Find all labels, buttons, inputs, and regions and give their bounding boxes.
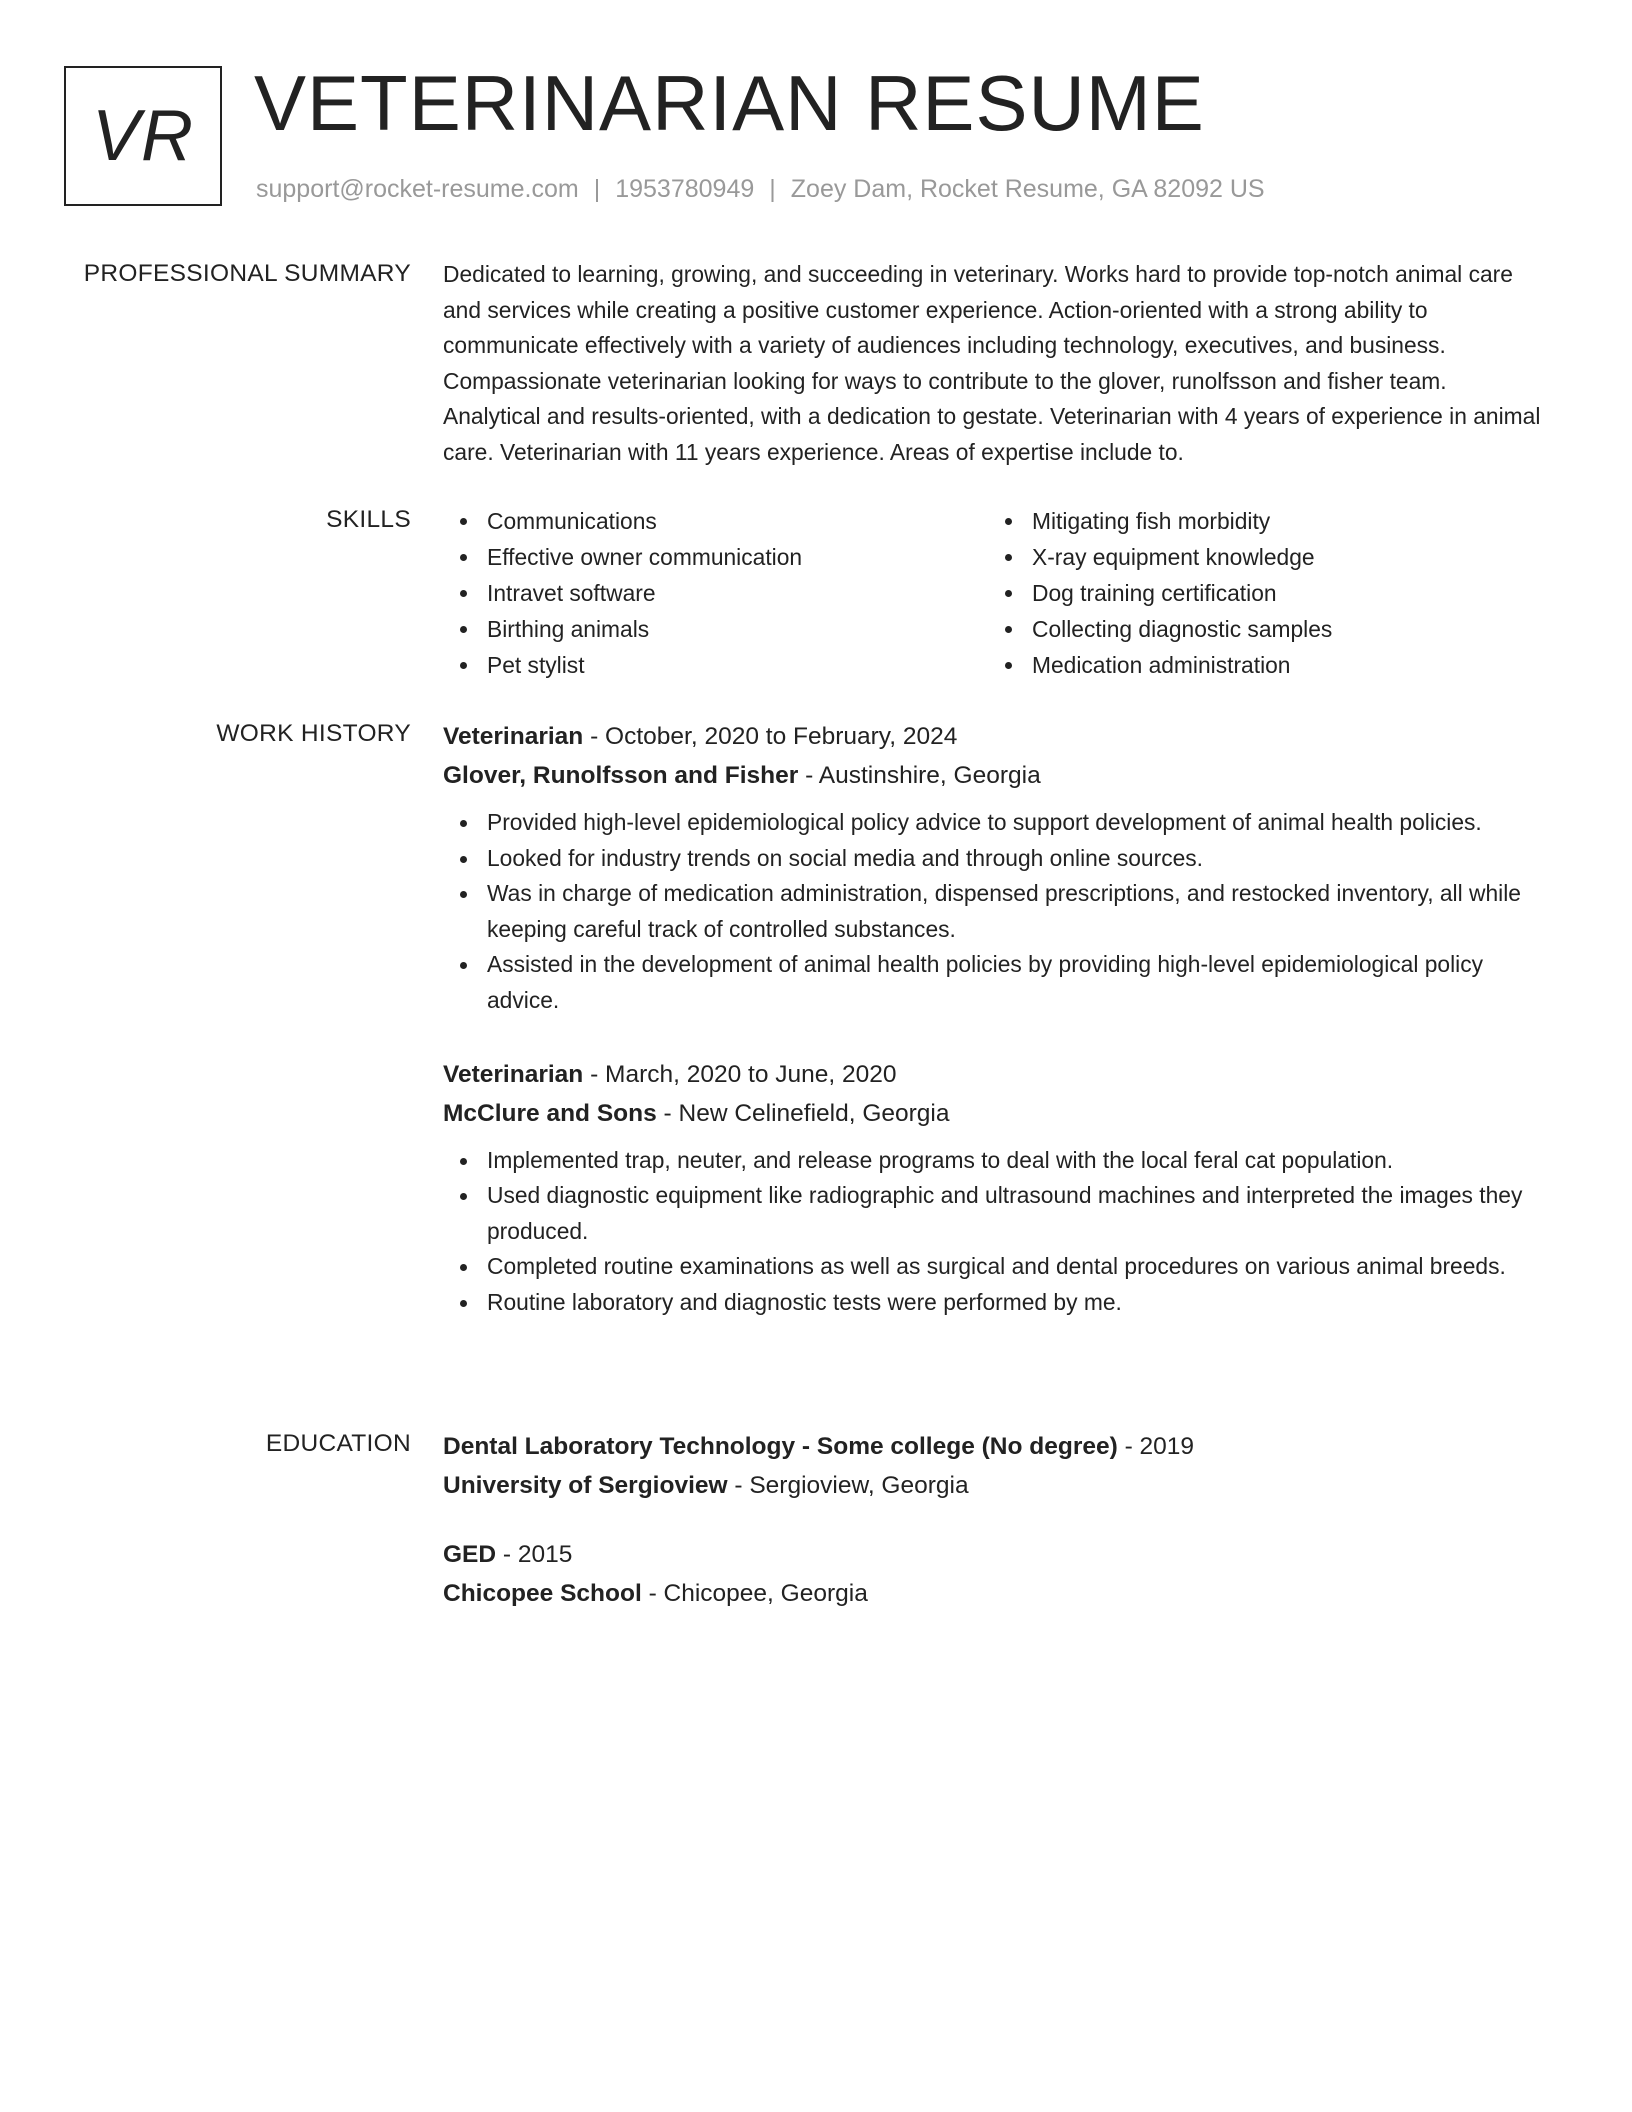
education-year: - 2019 bbox=[1117, 1433, 1195, 1460]
skills-column-left bbox=[443, 503, 988, 683]
job-bullet: Provided high-level epidemiological policy advice to support development of animal health policies. bbox=[443, 805, 1548, 841]
job-company: Glover, Runolfsson and Fisher bbox=[443, 762, 799, 789]
job-company: McClure and Sons bbox=[443, 1099, 657, 1127]
summary-body bbox=[443, 257, 1548, 471]
education-school: Chicopee School bbox=[443, 1580, 642, 1607]
education-entry bbox=[443, 1427, 1548, 1505]
summary-text: Dedicated to learning, growing, and succeeding in veterinary. Works hard to provide top-notch animal care and services while creating a positive customer experience. Action-oriented with a strong ability to communicate effectively with a variety of audiences including technology, executives, and business. Compassionate veterinarian looking for ways to contribute to the glover, runolfsson and fisher team. Analytical and results-oriented, with a dedication to gestate. Veterinarian with 4 years of experience in animal care. Veterinarian with 11 years experience. Areas of expertise include to. bbox=[443, 261, 1541, 465]
job-bullet: Assisted in the development of animal health policies by providing high-level epidemiological policy advice. bbox=[443, 947, 1548, 1018]
education-year: - 2015 bbox=[496, 1541, 573, 1568]
job-title-line bbox=[443, 1055, 1548, 1094]
skill-item: Collecting diagnostic samples bbox=[988, 611, 1533, 647]
job-bullet: Completed routine examinations as well as surgical and dental procedures on various animal breeds. bbox=[443, 1249, 1548, 1285]
education-school-line bbox=[443, 1466, 1548, 1505]
job-bullet: Looked for industry trends on social media and through online sources. bbox=[443, 841, 1548, 877]
job-bullet: Was in charge of medication administration, dispensed prescriptions, and restocked inventory, all while keeping careful track of controlled substances. bbox=[443, 876, 1548, 947]
section-label-skills: SKILLS bbox=[326, 506, 411, 533]
education-degree-line bbox=[443, 1427, 1548, 1466]
job-dates: - March, 2020 to June, 2020 bbox=[583, 1060, 897, 1088]
job-bullets bbox=[443, 805, 1548, 1019]
education-degree-line bbox=[443, 1535, 1548, 1574]
contact-separator: | bbox=[769, 175, 776, 203]
job-bullet: Used diagnostic equipment like radiographic and ultrasound machines and interpreted the images they produced. bbox=[443, 1178, 1548, 1249]
skills-grid bbox=[443, 503, 1548, 683]
job-company-line bbox=[443, 1094, 1548, 1133]
contact-email: support@rocket-resume.com bbox=[256, 175, 579, 203]
education-school: University of Sergioview bbox=[443, 1472, 728, 1499]
skill-item: Mitigating fish morbidity bbox=[988, 503, 1533, 539]
skills-body bbox=[443, 503, 1548, 683]
skill-item: Pet stylist bbox=[443, 647, 988, 683]
skill-item: Effective owner communication bbox=[443, 539, 988, 575]
job-bullet: Routine laboratory and diagnostic tests were performed by me. bbox=[443, 1285, 1548, 1321]
job-location: - New Celinefield, Georgia bbox=[656, 1099, 950, 1127]
education-location: - Chicopee, Georgia bbox=[641, 1580, 868, 1607]
job-company-line bbox=[443, 756, 1548, 795]
contact-separator: | bbox=[593, 175, 601, 203]
job-location: - Austinshire, Georgia bbox=[798, 762, 1041, 789]
section-label-work-history: WORK HISTORY bbox=[216, 720, 411, 747]
education-location: - Sergioview, Georgia bbox=[727, 1472, 969, 1499]
contact-phone: 1953780949 bbox=[615, 175, 755, 203]
job-title: Veterinarian bbox=[443, 723, 584, 750]
skills-column-right bbox=[988, 503, 1533, 683]
education-entry bbox=[443, 1535, 1548, 1613]
education-body bbox=[443, 1427, 1548, 1613]
skill-item: Birthing animals bbox=[443, 611, 988, 647]
monogram-box bbox=[64, 66, 222, 206]
skill-item: Medication administration bbox=[988, 647, 1533, 683]
job-entry bbox=[443, 717, 1548, 1019]
job-bullets bbox=[443, 1143, 1548, 1321]
section-label-summary: PROFESSIONAL SUMMARY bbox=[83, 260, 411, 287]
education-school-line bbox=[443, 1574, 1548, 1613]
skill-item: Communications bbox=[443, 503, 988, 539]
contact-address: Zoey Dam, Rocket Resume, GA 82092 US bbox=[790, 175, 1265, 203]
education-degree: Dental Laboratory Technology - Some college (No degree) bbox=[443, 1433, 1118, 1460]
job-title: Veterinarian bbox=[443, 1060, 584, 1088]
skill-item: X-ray equipment knowledge bbox=[988, 539, 1533, 575]
job-entry bbox=[443, 1055, 1548, 1321]
skill-item: Dog training certification bbox=[988, 575, 1533, 611]
skill-item: Intravet software bbox=[443, 575, 988, 611]
job-dates: - October, 2020 to February, 2024 bbox=[583, 723, 958, 750]
job-title-line bbox=[443, 717, 1548, 756]
section-label-education: EDUCATION bbox=[265, 1430, 411, 1457]
education-degree: GED bbox=[443, 1541, 497, 1568]
work-history-body bbox=[443, 717, 1548, 1321]
resume-title: VETERINARIAN RESUME bbox=[254, 59, 1205, 147]
job-bullet: Implemented trap, neuter, and release programs to deal with the local feral cat population. bbox=[443, 1143, 1548, 1179]
contact-line bbox=[256, 172, 1265, 206]
monogram-initials: VR bbox=[91, 96, 195, 176]
